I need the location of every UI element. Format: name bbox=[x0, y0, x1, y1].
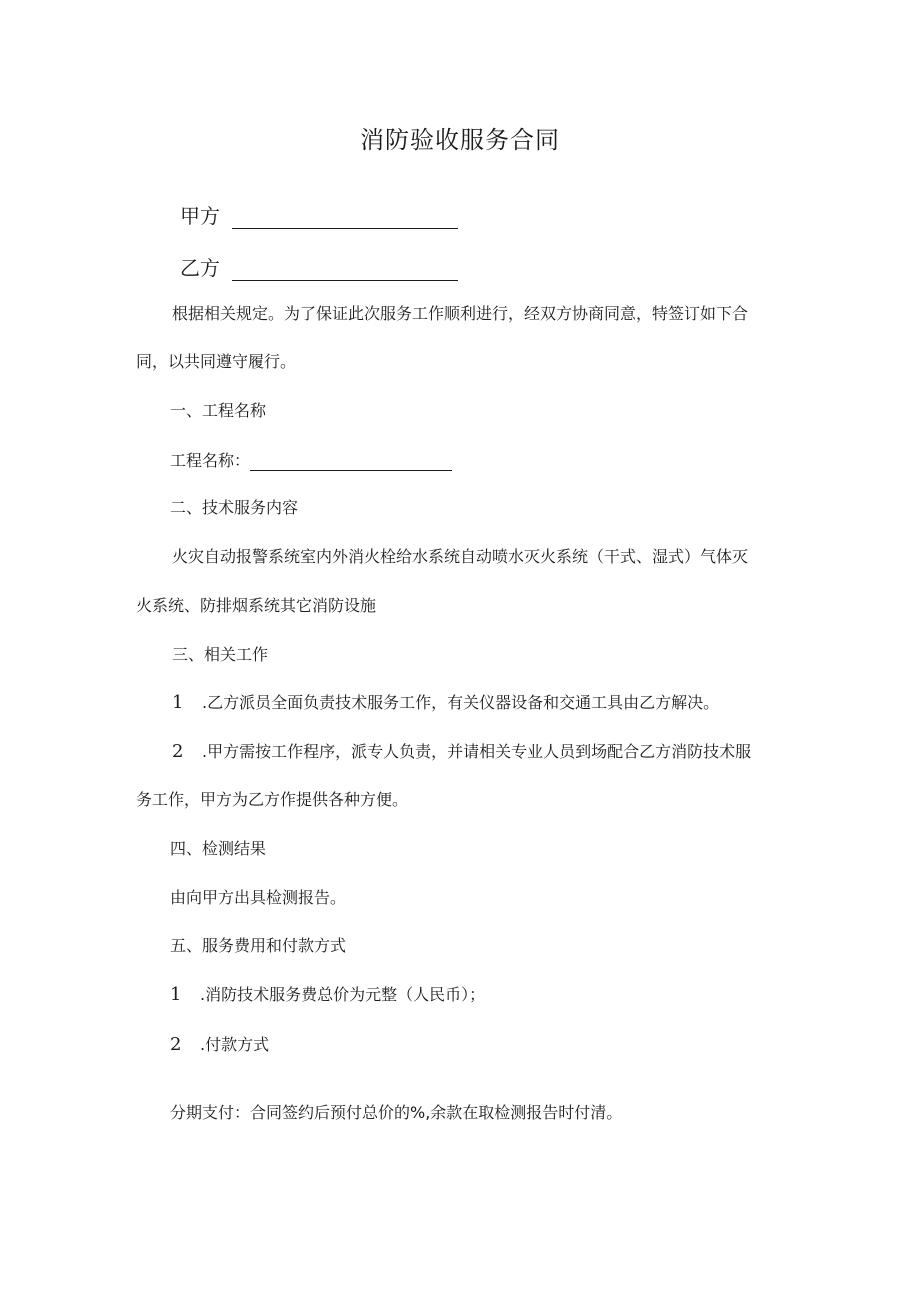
party-a-blank bbox=[232, 208, 458, 229]
party-b-label: 乙方 bbox=[180, 256, 220, 280]
section2-line-2: 火系统、防排烟系统其它消防设施 bbox=[136, 596, 377, 615]
section3-item-2-cont: 务工作，甲方为乙方作提供各种方便。 bbox=[136, 790, 409, 809]
item-number: 2 bbox=[170, 1034, 182, 1055]
party-a-label: 甲方 bbox=[180, 204, 220, 228]
section3-item-2 bbox=[172, 742, 751, 762]
document-title: 消防验收服务合同 bbox=[360, 126, 560, 154]
project-name-blank bbox=[250, 453, 452, 471]
item-text: .乙方派员全面负责技术服务工作，有关仪器设备和交通工具由乙方解决。 bbox=[202, 693, 720, 712]
intro-line-2: 同，以共同遵守履行。 bbox=[136, 352, 297, 371]
item-text: .甲方需按工作程序，派专人负责，并请相关专业人员到场配合乙方消防技术服 bbox=[202, 742, 752, 761]
section5-heading: 五、服务费用和付款方式 bbox=[170, 936, 347, 955]
section5-item-2 bbox=[170, 1035, 269, 1055]
section3-heading: 三、相关工作 bbox=[172, 645, 269, 664]
item-number: 1 bbox=[172, 692, 184, 713]
party-b-line bbox=[180, 255, 458, 281]
party-a-line bbox=[180, 203, 458, 229]
item-number: 2 bbox=[172, 741, 184, 762]
party-b-blank bbox=[232, 260, 458, 281]
item-text: .消防技术服务费总价为元整（人民币）； bbox=[200, 985, 486, 1004]
section4-heading: 四、检测结果 bbox=[170, 839, 267, 858]
section2-line-1: 火灾自动报警系统室内外消火栓给水系统自动喷水灭火系统（干式、湿式）气体灭 bbox=[172, 547, 749, 566]
intro-line-1: 根据相关规定。为了保证此次服务工作顺利进行，经双方协商同意，特签订如下合 bbox=[172, 304, 749, 323]
section2-heading: 二、技术服务内容 bbox=[170, 498, 299, 517]
section4-text: 由向甲方出具检测报告。 bbox=[170, 888, 347, 907]
project-name-field bbox=[170, 451, 452, 471]
section3-item-1 bbox=[172, 693, 719, 713]
item-text: .付款方式 bbox=[200, 1035, 270, 1054]
project-name-label: 工程名称： bbox=[170, 451, 251, 470]
installment-text: 分期支付：合同签约后预付总价的%,余款在取检测报告时付清。 bbox=[170, 1103, 623, 1122]
item-number: 1 bbox=[170, 984, 182, 1005]
section5-item-1 bbox=[170, 985, 485, 1005]
section1-heading: 一、工程名称 bbox=[170, 401, 267, 420]
